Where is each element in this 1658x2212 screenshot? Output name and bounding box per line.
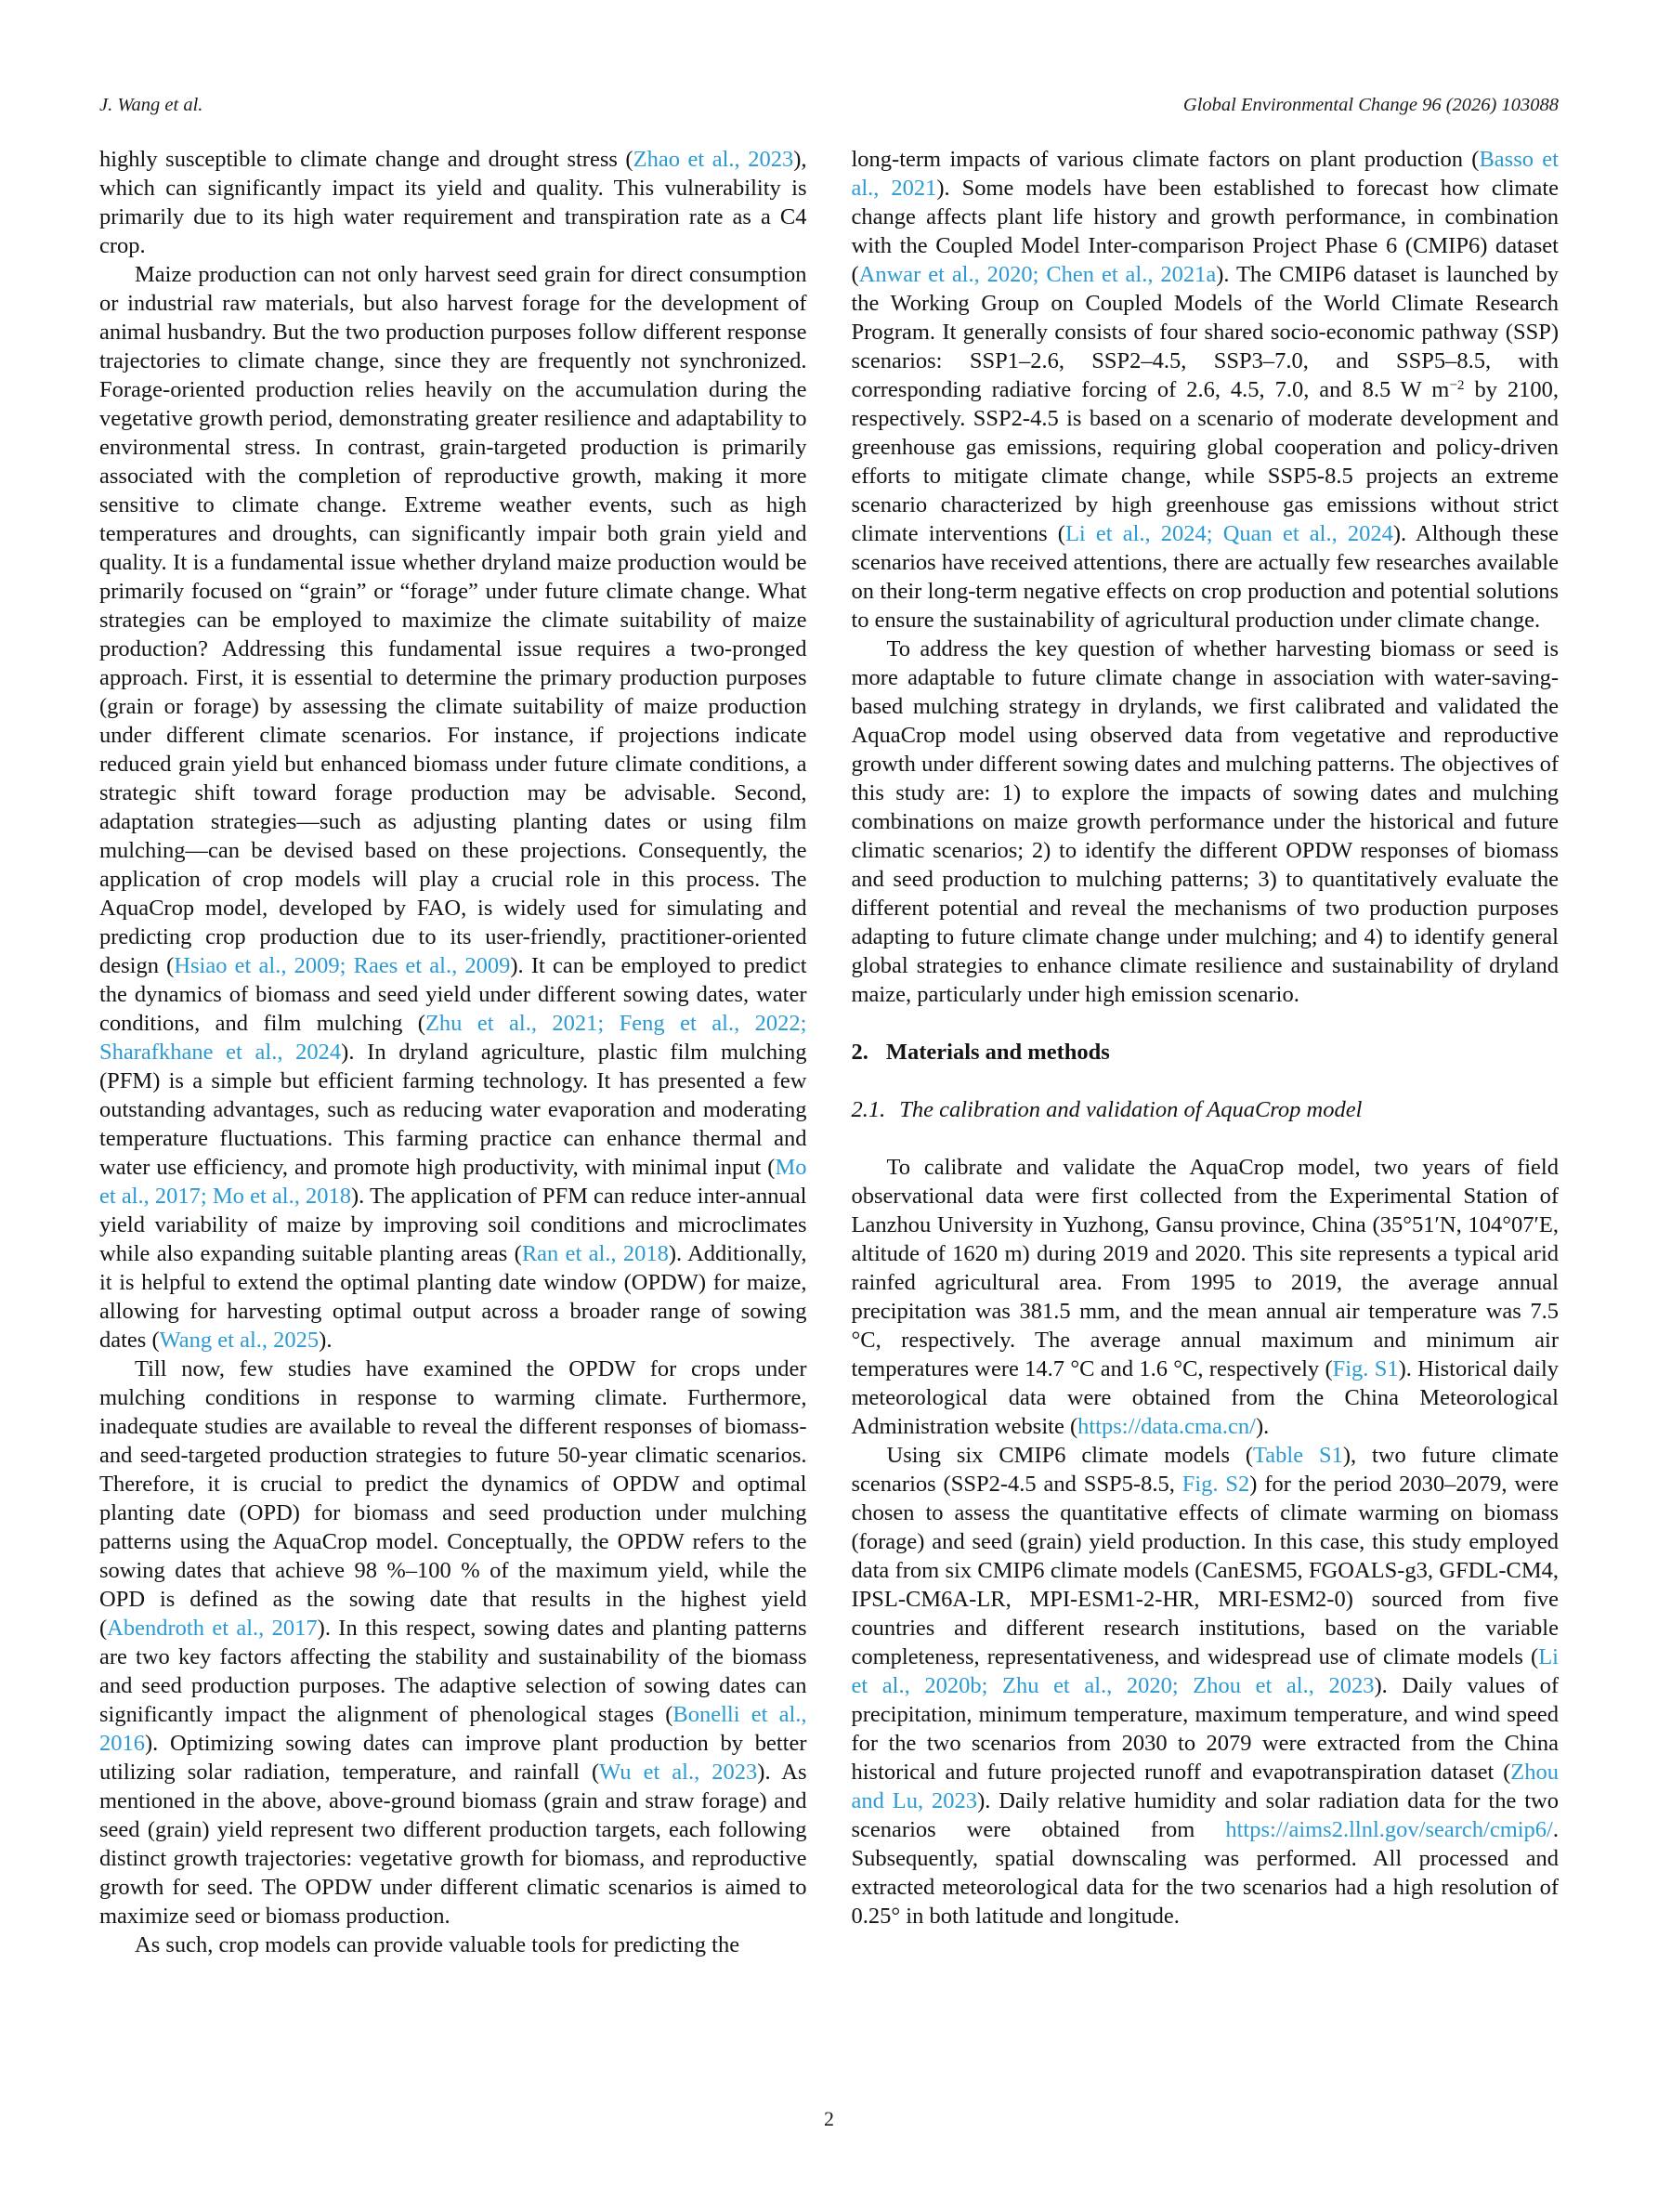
body-text: ). The application of PFM can reduce inter-annual yield variability of maize by improving soil conditions and microclimates while also expanding suitable planting areas ( bbox=[99, 1184, 807, 1266]
citation-link[interactable]: Bonelli et al., 2016 bbox=[99, 1702, 807, 1756]
header-journal: Global Environmental Change 96 (2026) 103088 bbox=[1182, 95, 1559, 115]
citation-link[interactable]: Fig. S1 bbox=[1332, 1356, 1399, 1381]
citation-link[interactable]: Li et al., 2020b; Zhu et al., 2020; Zhou et al., 2023 bbox=[851, 1644, 1559, 1698]
body-text: by 2100, respectively. SSP2-4.5 is based on a scenario of moderate development and greenhouse gas emissions, requiring global cooperation and policy-driven efforts to mitigate climate change, while SSP5-8.5 projects an extreme scenario characterized by high greenhouse gas emissions without strict climate interventions ( bbox=[851, 377, 1560, 546]
paragraph bbox=[99, 1355, 807, 1931]
body-text: ). Daily relative humidity and solar radiation data for the two scenarios were obtained from bbox=[851, 1788, 1560, 1842]
citation-link[interactable]: Wu et al., 2023 bbox=[599, 1760, 758, 1785]
body-text: ). It can be employed to predict the dynamics of biomass and seed yield under different sowing dates, water conditions, and film mulching ( bbox=[99, 953, 807, 1036]
citation-link[interactable]: Li et al., 2024; Quan et al., 2024 bbox=[1064, 521, 1393, 546]
paragraph bbox=[852, 1153, 1560, 1441]
body-text: ). Additionally, it is helpful to extend the optimal planting date window (OPDW) for maize, allowing for harvesting optimal output across a broader range of sowing dates ( bbox=[99, 1241, 807, 1353]
page-number: 2 bbox=[824, 2107, 834, 2130]
citation-link[interactable]: Zhou and Lu, 2023 bbox=[851, 1760, 1559, 1813]
citation-link[interactable]: https://aims2.llnl.gov/search/cmip6/ bbox=[1225, 1817, 1553, 1842]
body-text: ). bbox=[319, 1328, 333, 1353]
body-text: Maize production can not only harvest seed grain for direct consumption or industrial raw materials, but also harvest forage for the development of animal husbandry. But the two production purposes follow different response trajectories to climate change, since they are frequently not synchronized. Forage-oriented production relies heavily on the accumulation during the vegetative growth period, demonstrating greater resilience and adaptability to environmental stress. In contrast, grain-targeted production is primarily associated with the completion of reproductive growth, making it more sensitive to climate change. Extreme weather events, such as high temperatures and droughts, can significantly impair both grain yield and quality. It is a fundamental issue whether dryland maize production would be primarily focused on “grain” or “forage” under future climate change. What strategies can be employed to maximize the climate suitability of maize production? Addressing this fundamental issue requires a two-pronged approach. First, it is essential to determine the primary production purposes (grain or forage) by assessing the climate suitability of maize production under different climate scenarios. For instance, if projections indicate reduced grain yield but enhanced biomass under future climate conditions, a strategic shift toward forage production may be advisable. Second, adaptation strategies—such as adjusting planting dates or using film mulching—can be devised based on these projections. Consequently, the application of crop models will play a crucial role in this process. The AquaCrop model, developed by FAO, is widely used for simulating and predicting crop production due to its user-friendly, practitioner-oriented design ( bbox=[99, 262, 807, 978]
subsection-title: The calibration and validation of AquaCrop model bbox=[899, 1097, 1363, 1122]
citation-link[interactable]: Abendroth et al., 2017 bbox=[107, 1616, 318, 1641]
body-text: ). Historical daily meteorological data were obtained from the China Meteorological Administration website ( bbox=[851, 1356, 1560, 1439]
paragraph bbox=[852, 635, 1560, 1009]
citation-link[interactable]: https://data.cma.cn/ bbox=[1077, 1414, 1256, 1439]
body-text: Using six CMIP6 climate models ( bbox=[886, 1443, 1254, 1468]
citation-link[interactable]: Zhao et al., 2023 bbox=[633, 147, 794, 172]
paragraph bbox=[99, 145, 807, 260]
paragraph bbox=[852, 1441, 1560, 1931]
body-text: . Subsequently, spatial downscaling was performed. All processed and extracted meteorological data for the two scenarios had a high resolution of 0.25° in both latitude and longitude. bbox=[851, 1817, 1559, 1929]
citation-link[interactable]: Fig. S2 bbox=[1181, 1472, 1250, 1497]
body-text: ). In dryland agriculture, plastic film mulching (PFM) is a simple but efficient farming technology. It has presented a few outstanding advantages, such as reducing water evaporation and moderating temperature fluctuations. This farming practice can enhance thermal and water use efficiency, and promote high productivity, with minimal input ( bbox=[99, 1040, 807, 1180]
body-text: ). The CMIP6 dataset is launched by the Working Group on Coupled Models of the World Climate Research Program. It generally consists of four shared socio-economic pathway (SSP) scenarios: SSP1–2.6, SSP2–4.5, SSP3–7.0, and SSP5–8.5, with corresponding radiative forcing of 2.6, 4.5, 7.0, and 8.5 W m bbox=[851, 262, 1559, 402]
citation-link[interactable]: Wang et al., 2025 bbox=[159, 1328, 320, 1353]
two-column-body bbox=[99, 145, 1559, 1959]
superscript-text: −2 bbox=[1449, 376, 1465, 393]
body-text: Till now, few studies have examined the OPDW for crops under mulching conditions in response to warming climate. Furthermore, inadequate studies are available to reveal the different responses of biomass- and seed-targeted production strategies to future 50-year climatic scenarios. Therefore, it is crucial to predict the dynamics of OPDW and optimal planting date (OPD) for biomass and seed production under mulching patterns using the AquaCrop model. Conceptually, the OPDW refers to the sowing dates that achieve 98 %–100 % of the maximum yield, while the OPD is defined as the sowing date that results in the highest yield ( bbox=[99, 1356, 807, 1641]
body-text: ), which can significantly impact its yield and quality. This vulnerability is primarily due to its high water requirement and transpiration rate as a C4 crop. bbox=[99, 147, 807, 258]
citation-link[interactable]: Ran et al., 2018 bbox=[521, 1241, 669, 1266]
section-title: Materials and methods bbox=[885, 1040, 1110, 1065]
body-text: ). Some models have been established to forecast how climate change affects plant life history and growth performance, in combination with the Coupled Model Inter-comparison Project Phase 6 (CMIP6) dataset ( bbox=[851, 176, 1560, 287]
paragraph bbox=[99, 1931, 807, 1959]
body-text: To address the key question of whether harvesting biomass or seed is more adaptable to future climate change in association with water-saving-based mulching strategy in drylands, we first calibrated and validated the AquaCrop model using observed data from vegetative and reproductive growth under different sowing dates and mulching patterns. The objectives of this study are: 1) to explore the impacts of sowing dates and mulching combinations on maize growth performance under the historical and future climatic scenarios; 2) to identify the different OPDW responses of biomass and seed production to mulching patterns; 3) to quantitatively evaluate the different potential and reveal the mechanisms of two production purposes adapting to future climate change under mulching; and 4) to identify general global strategies to enhance climate resilience and sustainability of dryland maize, particularly under high emission scenario. bbox=[851, 636, 1559, 1007]
body-text: ). Daily values of precipitation, minimum temperature, maximum temperature, and wind speed for the two scenarios from 2030 to 2079 were extracted from the China historical and future projected runoff and evapotranspiration dataset ( bbox=[851, 1673, 1559, 1785]
body-text: ). In this respect, sowing dates and planting patterns are two key factors affecting the stability and sustainability of the biomass and seed production purposes. The adaptive selection of sowing dates can significantly impact the alignment of phenological stages ( bbox=[99, 1616, 807, 1727]
citation-link[interactable]: Mo et al., 2017; Mo et al., 2018 bbox=[99, 1155, 807, 1209]
section-number: 2. bbox=[851, 1040, 868, 1065]
body-text: ), two future climate scenarios (SSP2-4.5 and SSP5-8.5, bbox=[851, 1443, 1559, 1497]
citation-link[interactable]: Table S1 bbox=[1253, 1443, 1343, 1468]
citation-link[interactable]: Zhu et al., 2021; Feng et al., 2022; Sharafkhane et al., 2024 bbox=[99, 1011, 807, 1065]
body-text: long-term impacts of various climate factors on plant production ( bbox=[851, 147, 1480, 172]
paragraph bbox=[852, 145, 1560, 635]
body-text: ). As mentioned in the above, above-ground biomass (grain and straw forage) and seed (grain) yield represent two different production targets, each following distinct growth trajectories: vegetative growth for biomass, and reproductive growth for seed. The OPDW under different climatic scenarios is aimed to maximize seed or biomass production. bbox=[99, 1760, 807, 1929]
citation-link[interactable]: Basso et al., 2021 bbox=[851, 147, 1559, 201]
body-text: highly susceptible to climate change and drought stress ( bbox=[99, 147, 633, 172]
citation-link[interactable]: Hsiao et al., 2009; Raes et al., 2009 bbox=[174, 953, 511, 978]
left-column bbox=[99, 145, 807, 1959]
section-heading bbox=[852, 1038, 1560, 1067]
citation-link[interactable]: Anwar et al., 2020; Chen et al., 2021a bbox=[858, 262, 1217, 287]
running-head bbox=[99, 93, 1559, 117]
body-text: ) for the period 2030–2079, were chosen to assess the quantitative effects of climate warming on biomass (forage) and seed (grain) yield production. In this case, this study employed data from six CMIP6 climate models (CanESM5, FGOALS-g3, GFDL-CM4, IPSL-CM6A-LR, MPI-ESM1-2-HR, MRI-ESM2-0) sourced from five countries and different research institutions, based on the variable completeness, representativeness, and widespread use of climate models ( bbox=[851, 1472, 1559, 1669]
body-text: As such, crop models can provide valuable tools for predicting the bbox=[135, 1932, 740, 1957]
paragraph bbox=[99, 260, 807, 1355]
header-author: J. Wang et al. bbox=[99, 95, 203, 115]
body-text: To calibrate and validate the AquaCrop model, two years of field observational data were first collected from the Experimental Station of Lanzhou University in Yuzhong, Gansu province, China (35°51′N, 104°07′E, altitude of 1620 m) during 2019 and 2020. This site represents a typical arid rainfed agricultural area. From 1995 to 2019, the average annual precipitation was 381.5 mm, and the mean annual air temperature was 7.5 °C, respectively. The average annual maximum and minimum air temperatures were 14.7 °C and 1.6 °C, respectively ( bbox=[851, 1155, 1559, 1381]
subsection-number: 2.1. bbox=[851, 1097, 886, 1122]
subsection-heading bbox=[852, 1095, 1560, 1124]
body-text: ). Optimizing sowing dates can improve plant production by better utilizing solar radiation, temperature, and rainfall ( bbox=[99, 1731, 807, 1785]
right-column bbox=[852, 145, 1560, 1959]
body-text: ). Although these scenarios have received attentions, there are actually few researches available on their long-term negative effects on crop production and potential solutions to ensure the sustainability of agricultural production under climate change. bbox=[851, 521, 1559, 633]
page-footer bbox=[0, 2108, 1658, 2130]
body-text: ). bbox=[1255, 1414, 1270, 1439]
